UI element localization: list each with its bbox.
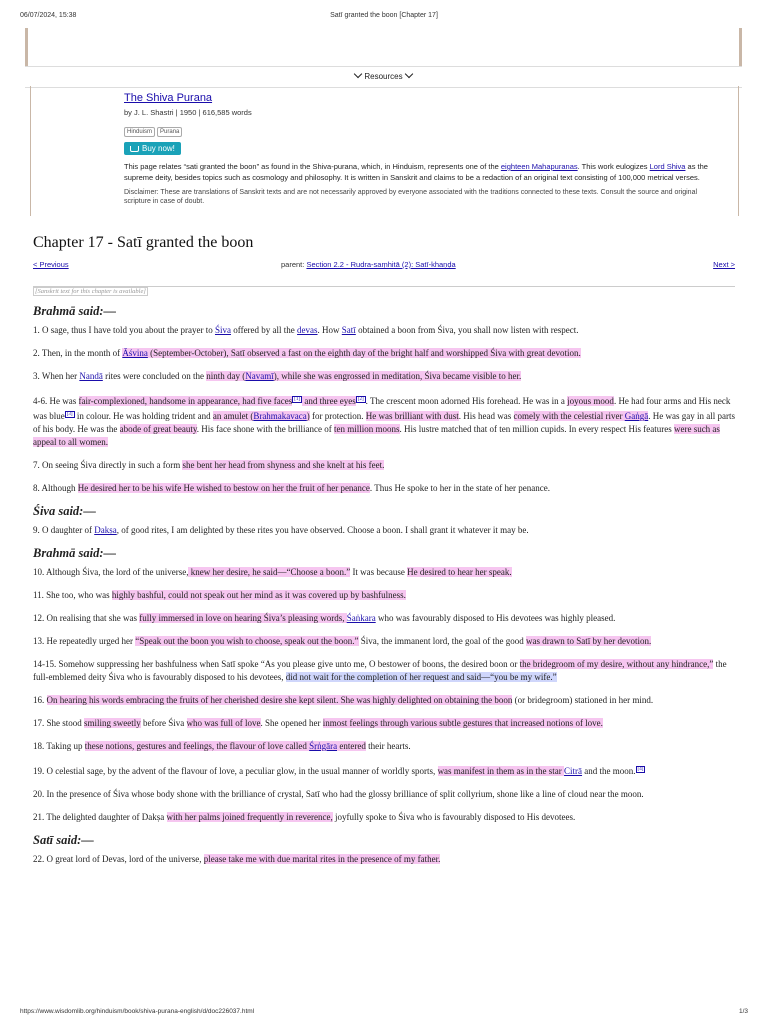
verse: 1. O sage, thus I have told you about the prayer to Śiva offered by all the devas. How Satī obtained a boon from Śiva, you shall now listen with respect. <box>33 325 579 335</box>
print-header <box>20 12 748 24</box>
book-title-link[interactable]: The Shiva Purana <box>124 92 213 104</box>
verse: 12. On realising that she was fully immersed in love on hearing Śiva’s pleasing words, Śaṅkara who was favourably disposed to His devotees was highly pleased. <box>33 613 616 623</box>
term-link[interactable]: Satī <box>341 325 356 335</box>
chapter-title: Chapter 17 - Satī granted the boon <box>33 234 254 251</box>
book-tags <box>124 120 714 138</box>
verse: 22. O great lord of Devas, lord of the universe, please take me with due marital rites in the presence of my father. <box>33 854 441 864</box>
disclaimer: Disclaimer: These are translations of Sanskrit texts and are not necessarily approved by everyone associated with the traditions connected to these texts. Consult the source and original scripture in case of doubt. <box>124 189 698 205</box>
term-link[interactable]: Gaṅgā <box>624 411 649 421</box>
verse: 8. Although He desired her to be his wife He wished to bestow on her the fruit of her penance. Thus He spoke to her in the state of her penance. <box>33 483 550 493</box>
tag-hinduism[interactable]: Hinduism <box>124 127 155 137</box>
footnote-link[interactable]: [2] <box>357 397 364 402</box>
term-link[interactable]: Śaṅkara <box>346 613 376 623</box>
print-url: https://www.wisdomlib.org/hinduism/book/shiva-purana-english/d/doc226037.html <box>20 1008 255 1015</box>
right-rail <box>739 28 742 66</box>
verse: 10. Although Śiva, the lord of the universe, knew her desire, he said—“Choose a boon.” It was because He desired to hear her speak. <box>33 567 512 577</box>
speaker-heading: Śiva said:— <box>33 504 96 518</box>
sanskrit-available-link[interactable]: [Sanskrit text for this chapter is available] <box>35 288 146 295</box>
footnote-link[interactable]: [3] <box>66 412 73 417</box>
term-link[interactable]: Dakṣa <box>94 525 117 535</box>
book-info-box <box>30 86 739 216</box>
chevron-down-icon <box>354 70 362 78</box>
lord-shiva-link[interactable]: Lord Shiva <box>649 162 686 171</box>
verse: 16. On hearing his words embracing the fruits of her cherished desire she kept silent. She was highly delighted on obtaining the boon (or bridegroom) stationed in her mind. <box>33 695 654 705</box>
book-info <box>124 92 714 206</box>
resources-menu[interactable] <box>25 66 742 88</box>
speaker-heading: Satī said:— <box>33 833 94 847</box>
term-link[interactable]: Navamī <box>245 371 274 381</box>
parent-section: parent: Section 2.2 - Rudra-saṃhitā (2): Satī-khaṇḍa <box>281 260 456 269</box>
verse: 7. On seeing Śiva directly in such a form she bent her head from shyness and she knelt at his feet. <box>33 460 385 470</box>
verse: 11. She too, who was highly bashful, could not speak out her mind as it was covered up by bashfulness. <box>33 590 406 600</box>
verse: 20. In the presence of Śiva whose body shone with the brilliance of crystal, Satī who had the glossy brilliance of split collyrium, shone like a line of cloud near the moon. <box>33 789 644 799</box>
verse: 2. Then, in the month of Āśvina (September-October), Satī observed a fast on the eighth day of the bright half and worshipped Śiva with great devotion. <box>33 348 581 358</box>
speaker-heading: Brahmā said:— <box>33 304 117 318</box>
parent-section-link[interactable]: Section 2.2 - Rudra-saṃhitā (2): Satī-khaṇḍa <box>306 260 456 269</box>
speaker-heading: Brahmā said:— <box>33 546 117 560</box>
left-rail <box>25 28 28 66</box>
term-link[interactable]: Brahmakavaca <box>253 411 307 421</box>
book-description: This page relates “sati granted the boon” as found in the Shiva-purana, which, in Hinduism, represents one of the eighteen Mahapuranas. This work eulogizes Lord Shiva as the supreme deity, besides topics such as cosmology and philosophy. It is written in Sanskrit and claims to be a redaction of an original text consisting of 100,000 metrical verses. <box>124 162 708 182</box>
verse: 3. When her Nandā rites were concluded on the ninth day (Navamī), while she was engrossed in meditation, Śiva became visible to her. <box>33 371 522 381</box>
verse: 13. He repeatedly urged her “Speak out the boon you wish to choose, speak out the boon.” Śiva, the immanent lord, the goal of the good was drawn to Satī by her devotion. <box>33 636 652 646</box>
term-link[interactable]: Nandā <box>79 371 103 381</box>
book-meta: by J. L. Shastri | 1950 | 616,585 words <box>124 108 252 117</box>
term-link[interactable]: Śiva <box>214 325 231 335</box>
term-link[interactable]: Āśvina <box>122 348 148 358</box>
chevron-down-icon <box>404 70 412 78</box>
verse: 14-15. Somehow suppressing her bashfulness when Satī spoke “As you please give unto me, O bestower of boons, the desired boon or the bridegroom of my desire, without any hindrance,” the full-emblemed deity Śiva who is favourably disposed to his devotees, did not wait for the completion of her request and said—“you be my wife.” <box>33 659 727 682</box>
verse: 21. The delighted daughter of Dakṣa with her palms joined frequently in reverence, joyfully spoke to Śiva who is favourably disposed to His devotees. <box>33 812 576 822</box>
footnote-link[interactable]: [4] <box>637 767 644 772</box>
previous-link[interactable]: < Previous <box>33 260 69 269</box>
term-link[interactable]: Śṛṅgāra <box>309 741 338 751</box>
cart-icon <box>130 146 139 152</box>
footnote-link[interactable]: [1] <box>294 397 301 402</box>
verse: 18. Taking up these notions, gestures and feelings, the flavour of love called Śṛṅgāra entered their hearts. <box>33 741 411 751</box>
verse: 17. She stood smiling sweetly before Śiva who was full of love. She opened her inmost feelings through various subtle gestures that increased notions of love. <box>33 718 603 728</box>
verse: 9. O daughter of Dakṣa, of good rites, I am delighted by these rites you have observed. Choose a boon. I shall grant it whatever it may be. <box>33 525 529 535</box>
term-link[interactable]: devas <box>297 325 318 335</box>
mahapuranas-link[interactable]: eighteen Mahapuranas <box>500 162 578 171</box>
resources-label: Resources <box>364 72 403 81</box>
chapter-navigation <box>33 260 735 287</box>
print-page-number: 1/3 <box>738 1008 748 1015</box>
verse: 19. O celestial sage, by the advent of the flavour of love, a peculiar glow, in the usual manner of worldly sports, was manifest in them as in the star Citrā and the moon. [4] <box>33 766 644 776</box>
print-date: 06/07/2024, 15:38 <box>20 12 77 19</box>
verse: 4-6. He was fair-complexioned, handsome in appearance, had five faces [1] and three eyes [2] . The crescent moon adorned His forehead. He was in a joyous mood. He had four arms and His neck was blue [3] in colour. He was holding trident and an amulet (Brahmakavaca) for protection. He was brilliant with dust. His head was comely with the celestial river Gaṅgā. He was gay in all parts of his body. He was the abode of great beauty. His face shone with the brilliance of ten million moons. His lustre matched that of ten million cupids. In every respect His features were such as appeal to all women. <box>33 396 735 447</box>
chapter-text <box>33 305 735 876</box>
tag-purana[interactable]: Purana <box>157 127 182 137</box>
print-footer <box>20 1008 748 1018</box>
next-link[interactable]: Next > <box>713 260 735 269</box>
buy-now-label: Buy now! <box>142 144 175 153</box>
print-page-title: Satī granted the boon [Chapter 17] <box>330 12 438 19</box>
buy-now-button[interactable] <box>124 142 181 155</box>
term-link[interactable]: Citrā <box>564 766 583 776</box>
